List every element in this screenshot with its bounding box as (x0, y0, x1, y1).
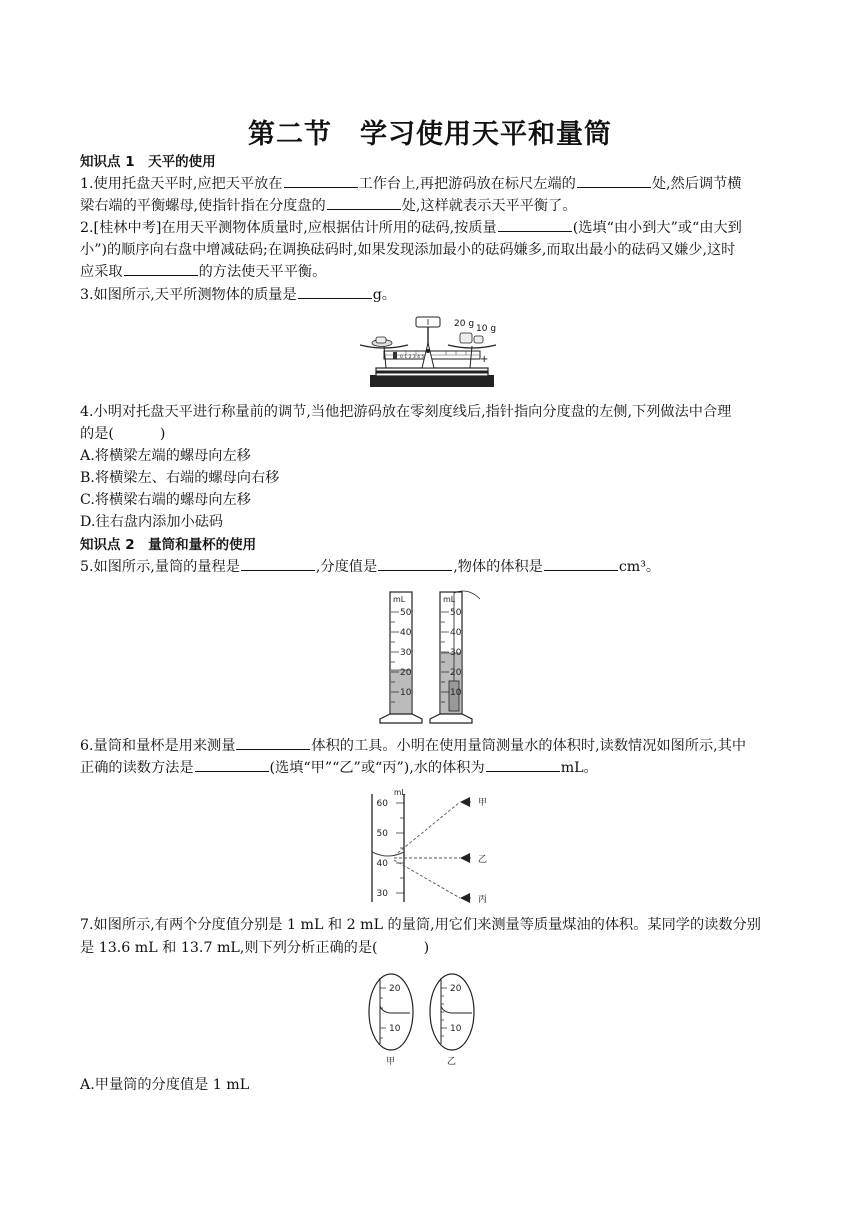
question-6-line-2: 正确的读数方法是 (选填“甲”“乙”或“丙”),水的体积为 mL。 (80, 757, 780, 779)
question-2-line-3: 应采取 的方法使天平平衡。 (80, 261, 780, 283)
question-4-line-1: 4.小明对托盘天平进行称量前的调节,当他把游码放在零刻度线后,指针指向分度盘的左侧,下列做法中合理 (80, 404, 732, 420)
section-heading-1: 知识点 1 天平的使用 (80, 154, 216, 170)
svg-text:20: 20 (450, 984, 462, 994)
option-c[interactable]: C.将横梁右端的螺母向左移 (80, 492, 251, 508)
question-1-line-2: 梁右端的平衡螺母,使指针指在分度盘的 处,这样就表示天平平衡了。 (80, 195, 780, 217)
cylinder-water-only (380, 592, 422, 723)
answer-blank[interactable] (284, 173, 358, 188)
option-a-q7[interactable]: A.甲量筒的分度值是 1 mL (80, 1077, 250, 1093)
reading-jia (369, 974, 413, 1067)
section-heading-2: 知识点 2 量筒和量杯的使用 (80, 537, 257, 553)
question-2-line-2: 小”)的顺序向右盘中增减砝码;在调换砝码时,如果发现添加最小的砝码嫌多,而取出最小的砝码又嫌少,这时 (80, 242, 736, 258)
question-6-line-1: 6.量筒和量杯是用来测量 体积的工具。小明在使用量筒测量水的体积时,读数情况如图所示,其中 (80, 735, 780, 757)
cylinders-figure (376, 585, 492, 727)
weight-label-20g: 20 g (454, 319, 475, 329)
svg-text:40: 40 (400, 628, 412, 638)
svg-text:40: 40 (376, 859, 388, 869)
svg-text:mL: mL (394, 788, 406, 797)
reading-methods-figure (364, 786, 504, 906)
label-jia: 甲 (478, 798, 488, 808)
svg-text:mL: mL (443, 595, 456, 604)
answer-blank[interactable] (236, 735, 310, 750)
answer-blank[interactable] (327, 195, 401, 210)
svg-text:30: 30 (400, 648, 412, 658)
answer-blank[interactable] (544, 556, 618, 571)
answer-blank[interactable] (241, 556, 315, 571)
svg-text:30: 30 (450, 648, 462, 658)
svg-text:乙: 乙 (447, 1057, 457, 1067)
magnified-readings-figure (364, 968, 480, 1068)
svg-text:10: 10 (400, 688, 412, 698)
answer-blank[interactable] (195, 757, 269, 772)
svg-text:40: 40 (450, 628, 462, 638)
answer-blank[interactable] (498, 217, 572, 232)
svg-text:10: 10 (389, 1024, 401, 1034)
answer-blank[interactable] (486, 757, 560, 772)
reading-yi (430, 974, 474, 1067)
balance-figure (356, 313, 498, 393)
label-yi: 乙 (478, 855, 488, 865)
svg-text:50: 50 (400, 608, 412, 618)
answer-blank[interactable] (124, 261, 198, 276)
question-4-line-2: 的是( ) (80, 426, 166, 442)
svg-text:60: 60 (376, 799, 388, 809)
option-d[interactable]: D.往右盘内添加小砝码 (80, 514, 224, 530)
page-title: 第二节 学习使用天平和量筒 (248, 119, 612, 150)
question-2-line-1: 2.[桂林中考]在用天平测物体质量时,应根据估计所用的砝码,按质量 (选填“由小到大”或“由大到 (80, 217, 780, 239)
svg-text:20: 20 (400, 668, 412, 678)
svg-text:10: 10 (450, 688, 462, 698)
question-5-line-1: 5.如图所示,量筒的量程是 ,分度值是 ,物体的体积是 cm³。 (80, 556, 780, 578)
question-7-line-2: 是 13.6 mL 和 13.7 mL,则下列分析正确的是( ) (80, 940, 430, 956)
cylinder-with-object (430, 591, 480, 723)
svg-text:甲: 甲 (386, 1057, 396, 1067)
svg-text:20: 20 (389, 984, 401, 994)
option-b[interactable]: B.将横梁左、右端的螺母向右移 (80, 470, 280, 486)
answer-blank[interactable] (577, 173, 651, 188)
svg-text:50: 50 (376, 829, 388, 839)
weight-label-10g: 10 g (476, 324, 497, 334)
svg-text:30: 30 (376, 889, 388, 899)
scale-label: 0 1 2 3 4 5 (400, 355, 425, 360)
question-7-line-1: 7.如图所示,有两个分度值分别是 1 mL 和 2 mL 的量筒,用它们来测量等质量煤油的体积。某同学的读数分别 (80, 917, 761, 933)
label-bing: 丙 (478, 895, 488, 905)
question-1-line-1: 1.使用托盘天平时,应把天平放在 工作台上,再把游码放在标尺左端的 处,然后调节横 (80, 173, 780, 195)
svg-text:mL: mL (393, 595, 406, 604)
svg-text:50: 50 (450, 608, 462, 618)
answer-blank[interactable] (298, 284, 372, 299)
svg-text:20: 20 (450, 668, 462, 678)
svg-text:+: + (480, 354, 489, 365)
option-a[interactable]: A.将横梁左端的螺母向左移 (80, 448, 251, 464)
answer-blank[interactable] (378, 556, 452, 571)
svg-text:10: 10 (450, 1024, 462, 1034)
question-3-line-1: 3.如图所示,天平所测物体的质量是 g。 (80, 284, 780, 306)
